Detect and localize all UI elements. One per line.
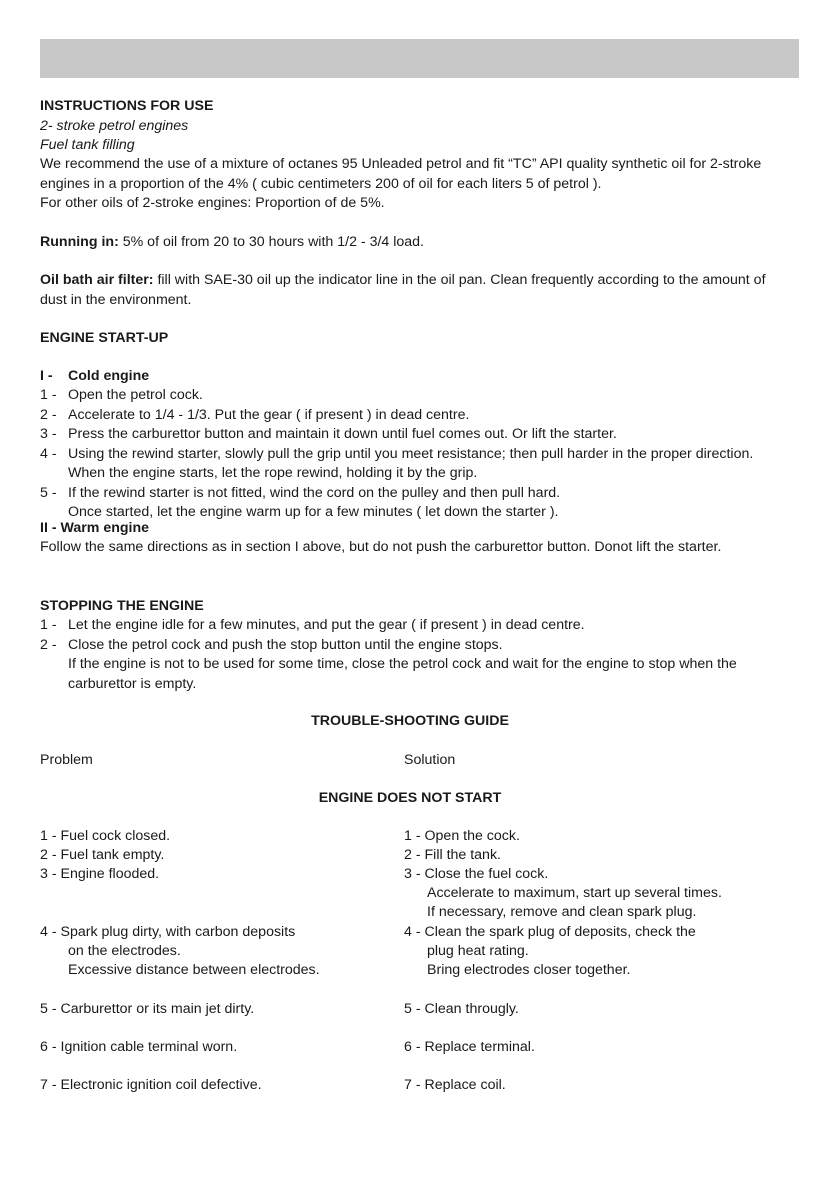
list-item: 5 - If the rewind starter is not fitted, wind the cord on the pulley and then pull hard. bbox=[40, 484, 561, 501]
table-row-solution: 5 - Clean througly. bbox=[404, 1001, 519, 1017]
air-filter-text: fill with SAE-30 oil up the indicator line in the oil pan. Clean frequently according to the amount of dust in the environment. bbox=[40, 272, 766, 308]
table-row-problem: on the electrodes. bbox=[68, 943, 181, 959]
table-row-problem: Excessive distance between electrodes. bbox=[68, 962, 320, 978]
cold-engine-number: I - bbox=[40, 368, 53, 384]
table-row-solution: 4 - Clean the spark plug of deposits, check the bbox=[404, 924, 696, 940]
table-row-problem: 4 - Spark plug dirty, with carbon deposits bbox=[40, 924, 296, 940]
table-row-solution: 6 - Replace terminal. bbox=[404, 1039, 535, 1055]
table-row-solution: 1 - Open the cock. bbox=[404, 828, 520, 844]
engine-type-subtitle: 2- stroke petrol engines bbox=[40, 118, 189, 134]
list-item: 2 - Close the petrol cock and push the stop button until the engine stops. bbox=[40, 636, 503, 653]
table-row-problem: 7 - Electronic ignition coil defective. bbox=[40, 1077, 262, 1093]
stopping-note: If the engine is not to be used for some time, close the petrol cock and wait for the engine to stop when the carburettor is empty. bbox=[68, 656, 737, 692]
problem-column-header: Problem bbox=[40, 752, 93, 768]
air-filter-paragraph bbox=[40, 271, 788, 310]
instructions-heading: INSTRUCTIONS FOR USE bbox=[40, 98, 214, 114]
engine-does-not-start-heading: ENGINE DOES NOT START bbox=[318, 790, 502, 806]
stopping-heading: STOPPING THE ENGINE bbox=[40, 598, 204, 614]
step5-continuation: Once started, let the engine warm up for a few minutes ( let down the starter ). bbox=[68, 504, 559, 520]
troubleshooting-heading: TROUBLE-SHOOTING GUIDE bbox=[311, 713, 509, 729]
list-item: 2 - Accelerate to 1/4 - 1/3. Put the gear ( if present ) in dead centre. bbox=[40, 406, 470, 423]
list-item: 1 - Let the engine idle for a few minutes, and put the gear ( if present ) in dead centre. bbox=[40, 617, 585, 633]
cold-engine-label: Cold engine bbox=[68, 368, 150, 384]
table-row-solution: 7 - Replace coil. bbox=[404, 1077, 506, 1093]
list-item: 3 - Press the carburettor button and maintain it down until fuel comes out. Or lift the starter. bbox=[40, 426, 617, 442]
startup-steps bbox=[40, 386, 790, 523]
running-in-label: Running in: bbox=[40, 234, 119, 250]
running-in-text: 5% of oil from 20 to 30 hours with 1/2 - 3/4 load. bbox=[118, 234, 424, 250]
solution-column-header: Solution bbox=[404, 752, 456, 768]
table-row-problem: 5 - Carburettor or its main jet dirty. bbox=[40, 1001, 255, 1017]
other-oils-paragraph: For other oils of 2-stroke engines: Proportion of de 5%. bbox=[40, 195, 385, 211]
fuel-mixture-paragraph: We recommend the use of a mixture of octanes 95 Unleaded petrol and fit “TC” API quality synthetic oil for 2-stroke engines in a proportion of the 4% ( cubic centimeters 200 of oil for each liters 5 of petrol ). bbox=[40, 156, 762, 192]
table-row-solution: 2 - Fill the tank. bbox=[404, 847, 501, 863]
warm-engine-text: Follow the same directions as in section I above, but do not push the carburettor button. Donot lift the starter. bbox=[40, 539, 722, 555]
table-row-solution: Bring electrodes closer together. bbox=[427, 962, 631, 978]
table-row-problem: 3 - Engine flooded. bbox=[40, 866, 160, 882]
table-row-solution: 3 - Close the fuel cock. bbox=[404, 866, 549, 882]
stopping-steps bbox=[40, 616, 790, 694]
fuel-tank-subtitle: Fuel tank filling bbox=[40, 137, 135, 153]
table-row-problem: 6 - Ignition cable terminal worn. bbox=[40, 1039, 238, 1055]
table-row-solution: plug heat rating. bbox=[427, 943, 529, 959]
cold-engine-heading bbox=[40, 367, 149, 387]
air-filter-label: Oil bath air filter: bbox=[40, 272, 154, 288]
table-row-solution: If necessary, remove and clean spark plug. bbox=[427, 904, 697, 920]
running-in-paragraph bbox=[40, 233, 424, 253]
table-row-problem: 1 - Fuel cock closed. bbox=[40, 828, 171, 844]
startup-heading: ENGINE START-UP bbox=[40, 330, 169, 346]
table-row-solution: Accelerate to maximum, start up several times. bbox=[427, 885, 722, 901]
warm-engine-heading: II - Warm engine bbox=[40, 520, 150, 536]
table-row-problem: 2 - Fuel tank empty. bbox=[40, 847, 165, 863]
list-item: 4 - Using the rewind starter, slowly pull the grip until you meet resistance; then pull harder in the proper direction. When the engine starts, let the rope rewind, holding it by the grip. bbox=[40, 445, 754, 481]
list-item: 1 - Open the petrol cock. bbox=[40, 387, 203, 403]
header-bar bbox=[40, 39, 799, 78]
